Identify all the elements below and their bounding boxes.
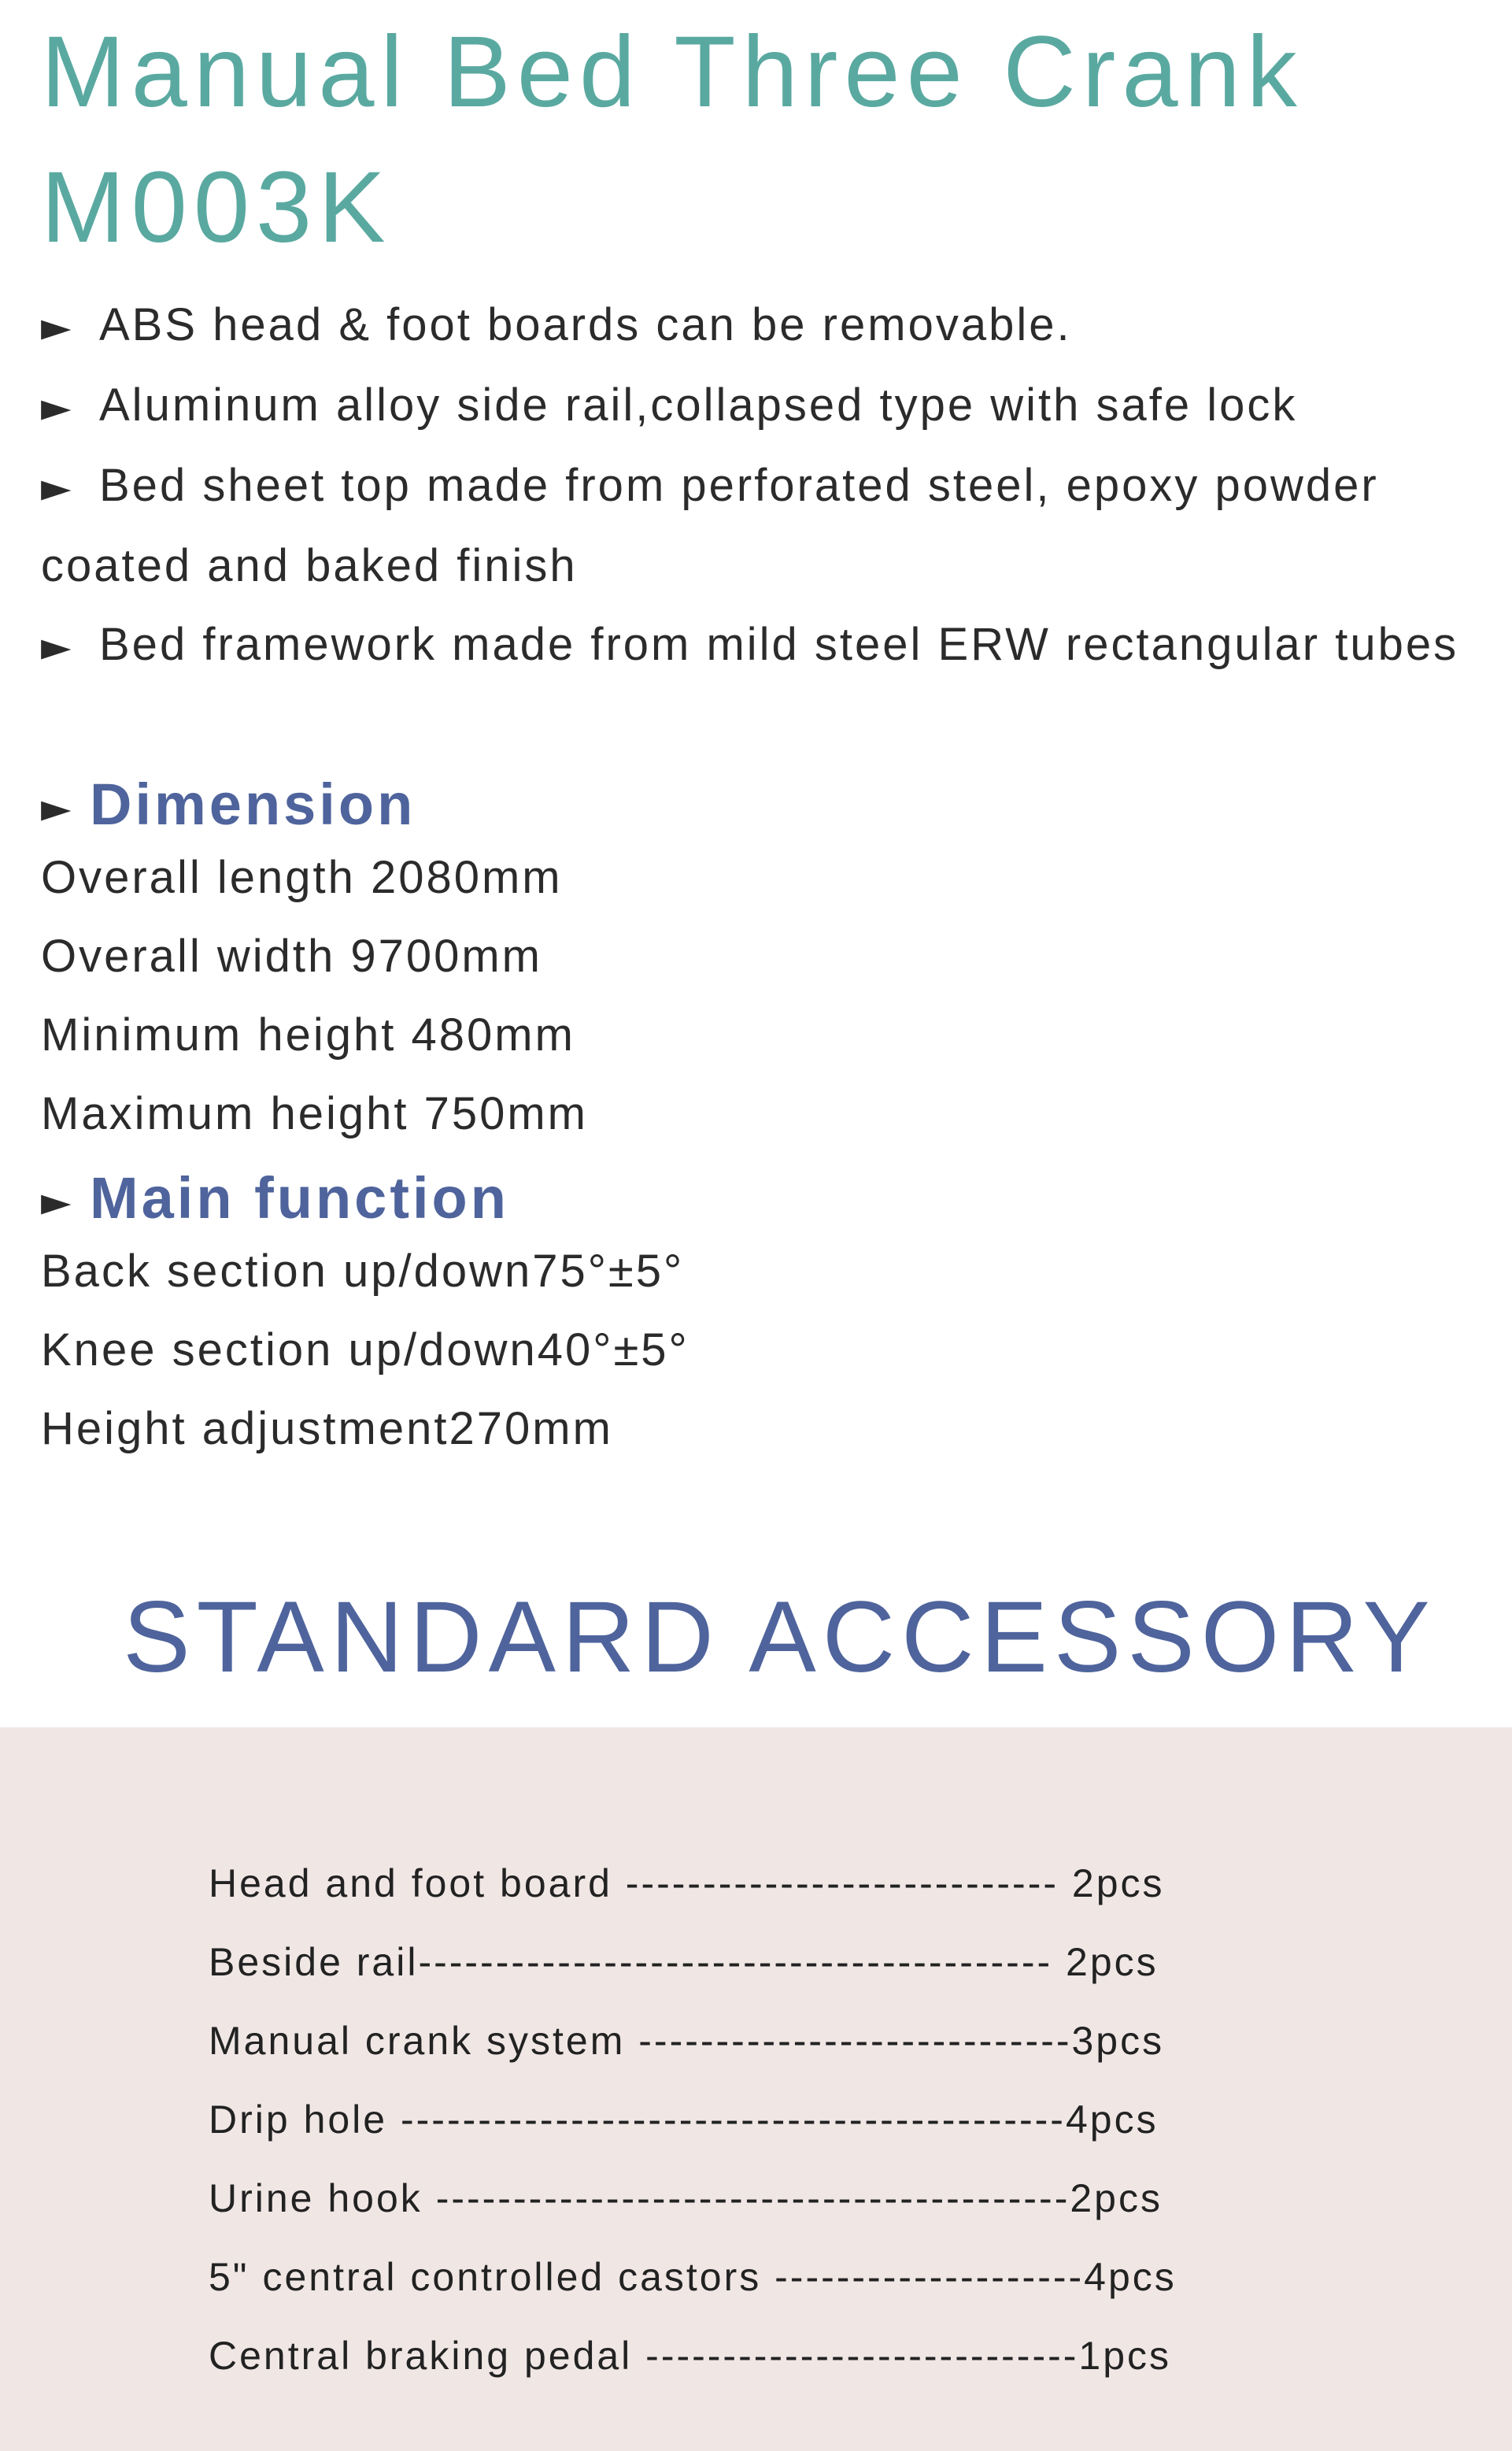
- feature-item: [41, 605, 1489, 686]
- main-function-heading: [41, 1163, 509, 1237]
- heading-arrow-icon: ►: [41, 1179, 75, 1224]
- feature-list: [41, 286, 1489, 686]
- function-item: Knee section up/down40°±5°: [41, 1324, 689, 1375]
- dimension-list: [41, 839, 1458, 1153]
- heading-arrow-icon: ►: [41, 785, 75, 831]
- product-title-name: Manual Bed Three Crank: [41, 16, 1303, 128]
- dimension-heading-text: Dimension: [90, 772, 416, 837]
- accessory-list: [209, 1844, 1311, 2395]
- accessory-item: Beside rail----------------------------------------- 2pcs: [209, 1940, 1159, 1984]
- accessory-item: Urine hook -----------------------------------------2pcs: [209, 2176, 1163, 2220]
- bullet-arrow-icon: ►: [41, 304, 74, 350]
- accessory-item: Head and foot board ---------------------------- 2pcs: [209, 1861, 1165, 1905]
- bullet-arrow-icon: ►: [41, 624, 74, 669]
- feature-text: ABS head & foot boards can be removable.: [99, 299, 1072, 350]
- bullet-arrow-icon: ►: [41, 384, 74, 430]
- function-item: Height adjustment270mm: [41, 1403, 613, 1454]
- feature-item: [41, 286, 1489, 366]
- standard-accessory-heading: STANDARD ACCESSORY: [123, 1581, 1436, 1694]
- dimension-item: Maximum height 750mm: [41, 1088, 588, 1139]
- bullet-arrow-icon: ►: [41, 465, 74, 510]
- dimension-item: Overall length 2080mm: [41, 852, 563, 903]
- main-function-heading-text: Main function: [90, 1165, 509, 1231]
- feature-text: Bed framework made from mild steel ERW rectangular tubes: [99, 619, 1459, 670]
- feature-text: Bed sheet top made from perforated steel, epoxy powder coated and baked finish: [41, 460, 1379, 591]
- product-model-number: M003K: [41, 151, 392, 264]
- accessory-item: Drip hole -------------------------------------------4pcs: [209, 2097, 1159, 2142]
- dimension-heading: [41, 769, 416, 843]
- accessory-item: Central braking pedal ----------------------------1pcs: [209, 2334, 1172, 2378]
- accessory-item: 5" central controlled castors --------------------4pcs: [209, 2255, 1177, 2299]
- standard-accessory-section: [0, 1727, 1512, 2451]
- dimension-item: Overall width 9700mm: [41, 931, 542, 982]
- dimension-item: Minimum height 480mm: [41, 1009, 575, 1061]
- feature-item: [41, 446, 1489, 605]
- main-function-list: [41, 1232, 1458, 1468]
- feature-item: [41, 366, 1489, 446]
- product-title: [41, 5, 1458, 276]
- accessory-item: Manual crank system ----------------------------3pcs: [209, 2019, 1165, 2063]
- function-item: Back section up/down75°±5°: [41, 1246, 685, 1297]
- feature-text: Aluminum alloy side rail,collapsed type with safe lock: [99, 379, 1298, 431]
